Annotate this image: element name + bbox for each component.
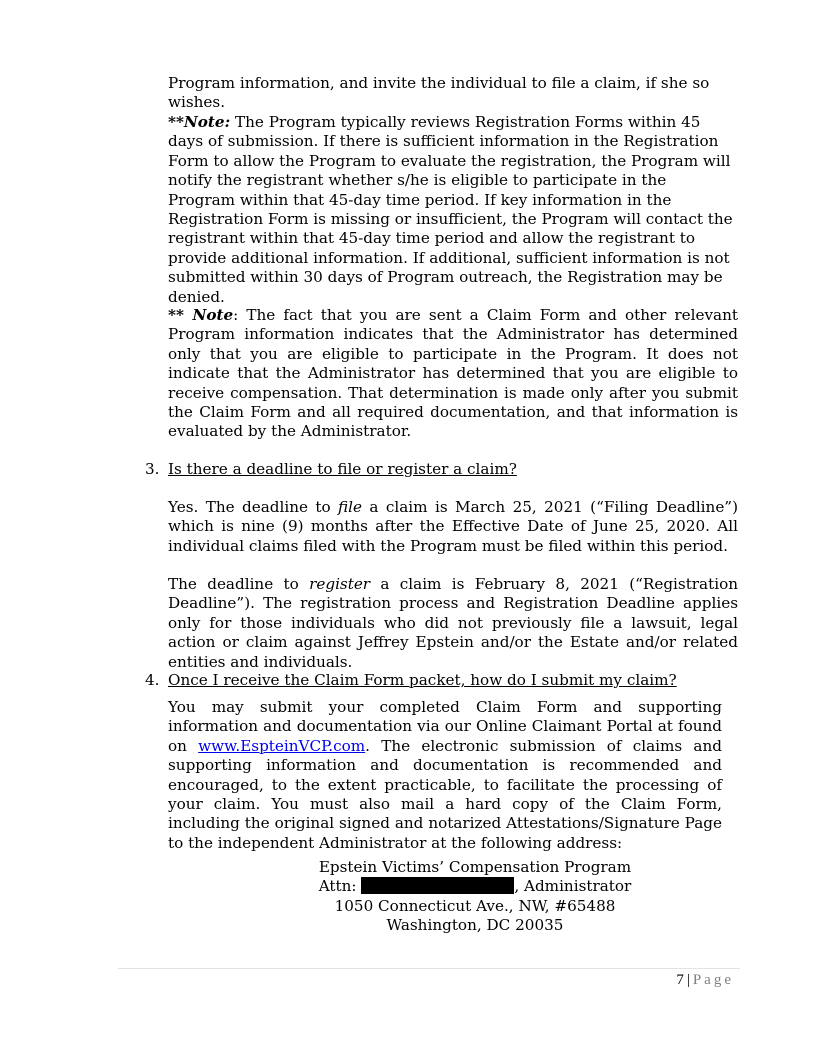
- intro-line: Program information, and invite the individual to file a claim, if she so wishes.: [168, 74, 710, 112]
- text-run: The deadline to: [168, 575, 310, 593]
- registration-deadline-paragraph: [168, 575, 738, 672]
- address-line-street: 1050 Connecticut Ave., NW, #65488: [334, 896, 616, 915]
- page-word: Page: [692, 972, 734, 988]
- emphasis-register: register: [309, 575, 371, 593]
- note-registration-review: [168, 113, 738, 307]
- emphasis-file: file: [338, 498, 363, 516]
- question-4-number: 4.: [145, 671, 160, 689]
- website-link[interactable]: www.EspteinVCP.com: [198, 736, 366, 755]
- address-line-attn: [250, 877, 700, 896]
- text-run: You may submit your completed Claim Form and supporting information and documentation via our Online Claimant Portal at found on: [168, 698, 722, 755]
- note-eligibility: [168, 306, 738, 442]
- filing-deadline-paragraph: [168, 498, 738, 556]
- submission-paragraph: [168, 698, 722, 853]
- note-label: **Note:: [168, 113, 231, 131]
- attn-suffix: , Administrator: [514, 877, 632, 896]
- question-3-heading: Is there a deadline to file or register a claim?: [168, 460, 517, 478]
- address-line-city: Washington, DC 20035: [386, 916, 564, 935]
- question-3-number: 3.: [145, 460, 160, 478]
- note-text: The Program typically reviews Registration Forms within 45 days of submission. If there is sufficient information in the Registration Form to allow the Program to evaluate the registration, the Program will notify the registrant whether s/he is eligible to participate in the Program within that 45-day time period. If key information in the Registration Form is missing or insufficient, the Program will contact the registrant within that 45-day time period and allow the registrant to provide additional information. If additional, sufficient information is not submitted within 30 days of Program outreach, the Registration may be denied.: [168, 113, 733, 306]
- redaction-block: [361, 877, 514, 894]
- note-label: ** Note: [168, 306, 234, 324]
- text-run: a claim is February 8, 2021 (“Registration Deadline”). The registration process and Registration Deadline applies only for those individuals who did not previously file a lawsuit, legal action or claim against Jeffrey Epstein and/or the Estate and/or related entities and individuals.: [168, 575, 738, 671]
- address-line-organization: Epstein Victims’ Compensation Program: [318, 858, 632, 876]
- note-text: : The fact that you are sent a Claim Form and other relevant Program information indicates that the Administrator has determined only that you are eligible to participate in the Program. It does not indicate that the Administrator has determined that you are eligible to receive compensation. That determination is made only after you submit the Claim Form and all required documentation, and that information is evaluated by the Administrator.: [168, 306, 738, 441]
- intro-paragraph: [168, 74, 738, 113]
- question-4-heading: Once I receive the Claim Form packet, how do I submit my claim?: [168, 671, 677, 689]
- page-footer: [676, 972, 734, 989]
- page-number: 7: [676, 972, 684, 988]
- footer-separator: |: [686, 972, 690, 988]
- attn-label: Attn:: [318, 877, 362, 896]
- text-run: a claim is March 25, 2021 (“Filing Deadline”) which is nine (9) months after the Effective Date of June 25, 2020. All individual claims filed with the Program must be filed within this period.: [168, 498, 738, 555]
- footer-divider: [118, 968, 740, 969]
- text-run: . The electronic submission of claims and supporting information and documentation is recommended and encouraged, to the extent practicable, to facilitate the processing of your claim. You must also mail a hard copy of the Claim Form, including the original signed and notarized Attestations/Signature Page to the independent Administrator at the following address:: [168, 736, 722, 852]
- text-run: Yes. The deadline to: [168, 498, 339, 516]
- mailing-address: [250, 858, 700, 936]
